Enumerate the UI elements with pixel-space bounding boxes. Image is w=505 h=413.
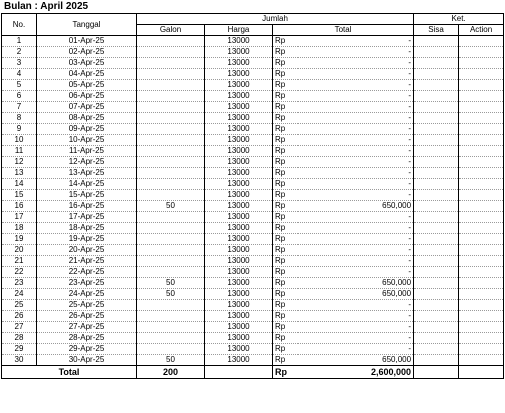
cell-tanggal[interactable]: 04-Apr-25 <box>37 69 137 80</box>
cell-galon[interactable] <box>137 311 205 322</box>
cell-total[interactable]: 650,000 <box>298 355 414 366</box>
cell-sisa[interactable] <box>414 344 459 355</box>
cell-rp[interactable]: Rp <box>273 168 298 179</box>
cell-harga[interactable]: 13000 <box>205 223 273 234</box>
cell-tanggal[interactable]: 06-Apr-25 <box>37 91 137 102</box>
cell-rp[interactable]: Rp <box>273 157 298 168</box>
cell-rp[interactable]: Rp <box>273 190 298 201</box>
cell-harga[interactable]: 13000 <box>205 47 273 58</box>
cell-action[interactable] <box>459 190 504 201</box>
cell-rp[interactable]: Rp <box>273 69 298 80</box>
cell-tanggal[interactable]: 03-Apr-25 <box>37 58 137 69</box>
cell-tanggal[interactable]: 14-Apr-25 <box>37 179 137 190</box>
table-row <box>2 344 504 355</box>
table-row <box>2 267 504 278</box>
cell-harga[interactable]: 13000 <box>205 80 273 91</box>
cell-harga[interactable]: 13000 <box>205 135 273 146</box>
table-row <box>2 47 504 58</box>
cell-rp[interactable]: Rp <box>273 311 298 322</box>
cell-sisa[interactable] <box>414 267 459 278</box>
table-row <box>2 179 504 190</box>
cell-tanggal[interactable]: 25-Apr-25 <box>37 300 137 311</box>
table-row <box>2 355 504 366</box>
cell-no[interactable]: 1 <box>2 36 37 47</box>
cell-harga[interactable]: 13000 <box>205 300 273 311</box>
cell-total[interactable]: 650,000 <box>298 289 414 300</box>
cell-rp[interactable]: Rp <box>273 113 298 124</box>
cell-total[interactable]: - <box>298 124 414 135</box>
cell-tanggal[interactable]: 09-Apr-25 <box>37 124 137 135</box>
footer-galon-sum[interactable]: 200 <box>137 366 205 379</box>
cell-rp[interactable]: Rp <box>273 355 298 366</box>
cell-galon[interactable] <box>137 58 205 69</box>
cell-sisa[interactable] <box>414 355 459 366</box>
cell-no[interactable]: 29 <box>2 344 37 355</box>
cell-tanggal[interactable]: 23-Apr-25 <box>37 278 137 289</box>
cell-total[interactable]: - <box>298 58 414 69</box>
cell-galon[interactable] <box>137 212 205 223</box>
cell-rp[interactable]: Rp <box>273 256 298 267</box>
cell-rp[interactable]: Rp <box>273 135 298 146</box>
cell-no[interactable]: 20 <box>2 245 37 256</box>
cell-tanggal[interactable]: 10-Apr-25 <box>37 135 137 146</box>
cell-sisa[interactable] <box>414 190 459 201</box>
table-row <box>2 102 504 113</box>
cell-galon[interactable] <box>137 333 205 344</box>
cell-no[interactable]: 28 <box>2 333 37 344</box>
cell-harga[interactable]: 13000 <box>205 36 273 47</box>
cell-harga[interactable]: 13000 <box>205 289 273 300</box>
cell-sisa[interactable] <box>414 113 459 124</box>
cell-rp[interactable]: Rp <box>273 322 298 333</box>
cell-rp[interactable]: Rp <box>273 333 298 344</box>
cell-galon[interactable]: 50 <box>137 289 205 300</box>
cell-harga[interactable]: 13000 <box>205 113 273 124</box>
cell-galon[interactable] <box>137 47 205 58</box>
cell-total[interactable]: - <box>298 311 414 322</box>
cell-action[interactable] <box>459 322 504 333</box>
cell-rp[interactable]: Rp <box>273 223 298 234</box>
cell-no[interactable]: 26 <box>2 311 37 322</box>
cell-sisa[interactable] <box>414 146 459 157</box>
table-row <box>2 234 504 245</box>
cell-total[interactable]: - <box>298 256 414 267</box>
header-jumlah[interactable]: Jumlah <box>137 14 414 25</box>
cell-sisa[interactable] <box>414 289 459 300</box>
cell-galon[interactable] <box>137 157 205 168</box>
cell-total[interactable]: - <box>298 212 414 223</box>
cell-total[interactable]: - <box>298 344 414 355</box>
cell-galon[interactable] <box>137 135 205 146</box>
cell-total[interactable]: - <box>298 102 414 113</box>
cell-no[interactable]: 19 <box>2 234 37 245</box>
cell-galon[interactable] <box>137 234 205 245</box>
header-total[interactable]: Total <box>273 25 414 36</box>
cell-tanggal[interactable]: 27-Apr-25 <box>37 322 137 333</box>
cell-total[interactable]: - <box>298 300 414 311</box>
table-row <box>2 168 504 179</box>
table-row <box>2 113 504 124</box>
cell-harga[interactable]: 13000 <box>205 91 273 102</box>
cell-sisa[interactable] <box>414 223 459 234</box>
cell-tanggal[interactable]: 15-Apr-25 <box>37 190 137 201</box>
cell-action[interactable] <box>459 58 504 69</box>
cell-no[interactable]: 21 <box>2 256 37 267</box>
cell-sisa[interactable] <box>414 58 459 69</box>
cell-tanggal[interactable]: 08-Apr-25 <box>37 113 137 124</box>
cell-total[interactable]: - <box>298 69 414 80</box>
cell-tanggal[interactable]: 22-Apr-25 <box>37 267 137 278</box>
cell-action[interactable] <box>459 289 504 300</box>
cell-harga[interactable]: 13000 <box>205 168 273 179</box>
cell-galon[interactable]: 50 <box>137 278 205 289</box>
cell-harga[interactable]: 13000 <box>205 69 273 80</box>
cell-no[interactable]: 13 <box>2 168 37 179</box>
cell-total[interactable]: - <box>298 113 414 124</box>
cell-action[interactable] <box>459 333 504 344</box>
cell-sisa[interactable] <box>414 124 459 135</box>
cell-no[interactable]: 2 <box>2 47 37 58</box>
cell-no[interactable]: 24 <box>2 289 37 300</box>
cell-action[interactable] <box>459 355 504 366</box>
cell-no[interactable]: 11 <box>2 146 37 157</box>
header-sisa[interactable]: Sisa <box>414 25 459 36</box>
cell-harga[interactable]: 13000 <box>205 344 273 355</box>
cell-rp[interactable]: Rp <box>273 344 298 355</box>
cell-tanggal[interactable]: 02-Apr-25 <box>37 47 137 58</box>
cell-action[interactable] <box>459 168 504 179</box>
cell-harga[interactable]: 13000 <box>205 234 273 245</box>
cell-action[interactable] <box>459 135 504 146</box>
cell-rp[interactable]: Rp <box>273 201 298 212</box>
cell-sisa[interactable] <box>414 245 459 256</box>
table-row <box>2 58 504 69</box>
cell-rp[interactable]: Rp <box>273 267 298 278</box>
cell-no[interactable]: 12 <box>2 157 37 168</box>
header-action[interactable]: Action <box>459 25 504 36</box>
cell-sisa[interactable] <box>414 80 459 91</box>
cell-galon[interactable] <box>137 91 205 102</box>
cell-galon[interactable] <box>137 80 205 91</box>
cell-action[interactable] <box>459 179 504 190</box>
cell-tanggal[interactable]: 21-Apr-25 <box>37 256 137 267</box>
cell-no[interactable]: 27 <box>2 322 37 333</box>
cell-action[interactable] <box>459 311 504 322</box>
cell-action[interactable] <box>459 124 504 135</box>
cell-action[interactable] <box>459 157 504 168</box>
cell-galon[interactable] <box>137 113 205 124</box>
cell-harga[interactable]: 13000 <box>205 355 273 366</box>
cell-rp[interactable]: Rp <box>273 124 298 135</box>
cell-sisa[interactable] <box>414 168 459 179</box>
table-row <box>2 245 504 256</box>
cell-action[interactable] <box>459 256 504 267</box>
cell-harga[interactable]: 13000 <box>205 278 273 289</box>
cell-galon[interactable] <box>137 179 205 190</box>
cell-galon[interactable] <box>137 223 205 234</box>
table-row <box>2 80 504 91</box>
table-row <box>2 135 504 146</box>
cell-no[interactable]: 4 <box>2 69 37 80</box>
cell-sisa[interactable] <box>414 333 459 344</box>
cell-total[interactable]: - <box>298 179 414 190</box>
cell-sisa[interactable] <box>414 300 459 311</box>
cell-rp[interactable]: Rp <box>273 212 298 223</box>
cell-action[interactable] <box>459 47 504 58</box>
table-row <box>2 333 504 344</box>
cell-harga[interactable]: 13000 <box>205 267 273 278</box>
cell-sisa[interactable] <box>414 69 459 80</box>
table-row <box>2 36 504 47</box>
table-row <box>2 91 504 102</box>
cell-action[interactable] <box>459 201 504 212</box>
cell-sisa[interactable] <box>414 256 459 267</box>
header-tanggal[interactable]: Tanggal <box>37 14 137 36</box>
cell-total[interactable]: - <box>298 234 414 245</box>
cell-galon[interactable] <box>137 344 205 355</box>
footer-total-sum[interactable]: 2,600,000 <box>298 366 414 379</box>
footer-sisa-cell[interactable] <box>414 366 459 379</box>
cell-no[interactable]: 5 <box>2 80 37 91</box>
cell-rp[interactable]: Rp <box>273 245 298 256</box>
cell-action[interactable] <box>459 91 504 102</box>
cell-sisa[interactable] <box>414 179 459 190</box>
cell-action[interactable] <box>459 300 504 311</box>
cell-action[interactable] <box>459 234 504 245</box>
header-no[interactable]: No. <box>2 14 37 36</box>
cell-galon[interactable] <box>137 36 205 47</box>
cell-harga[interactable]: 13000 <box>205 256 273 267</box>
cell-total[interactable]: - <box>298 135 414 146</box>
cell-no[interactable]: 16 <box>2 201 37 212</box>
table-row <box>2 146 504 157</box>
cell-no[interactable]: 9 <box>2 124 37 135</box>
cell-sisa[interactable] <box>414 322 459 333</box>
footer-row <box>2 366 504 379</box>
cell-tanggal[interactable]: 12-Apr-25 <box>37 157 137 168</box>
table-row <box>2 69 504 80</box>
cell-harga[interactable]: 13000 <box>205 179 273 190</box>
cell-action[interactable] <box>459 212 504 223</box>
cell-tanggal[interactable]: 20-Apr-25 <box>37 245 137 256</box>
cell-galon[interactable] <box>137 146 205 157</box>
cell-no[interactable]: 7 <box>2 102 37 113</box>
cell-total[interactable]: - <box>298 47 414 58</box>
cell-sisa[interactable] <box>414 234 459 245</box>
table-row <box>2 278 504 289</box>
cell-action[interactable] <box>459 223 504 234</box>
cell-no[interactable]: 23 <box>2 278 37 289</box>
cell-no[interactable]: 18 <box>2 223 37 234</box>
table-row <box>2 311 504 322</box>
cell-no[interactable]: 10 <box>2 135 37 146</box>
cell-no[interactable]: 30 <box>2 355 37 366</box>
cell-sisa[interactable] <box>414 135 459 146</box>
table-body <box>2 36 504 366</box>
cell-no[interactable]: 22 <box>2 267 37 278</box>
footer-action-cell[interactable] <box>459 366 504 379</box>
cell-action[interactable] <box>459 146 504 157</box>
cell-no[interactable]: 15 <box>2 190 37 201</box>
cell-total[interactable]: - <box>298 91 414 102</box>
cell-galon[interactable] <box>137 190 205 201</box>
cell-tanggal[interactable]: 24-Apr-25 <box>37 289 137 300</box>
cell-galon[interactable]: 50 <box>137 201 205 212</box>
cell-harga[interactable]: 13000 <box>205 333 273 344</box>
footer-harga-cell[interactable] <box>205 366 273 379</box>
table-row <box>2 124 504 135</box>
data-table <box>1 13 504 379</box>
cell-tanggal[interactable]: 13-Apr-25 <box>37 168 137 179</box>
cell-sisa[interactable] <box>414 47 459 58</box>
cell-sisa[interactable] <box>414 91 459 102</box>
cell-sisa[interactable] <box>414 201 459 212</box>
cell-tanggal[interactable]: 26-Apr-25 <box>37 311 137 322</box>
cell-total[interactable]: - <box>298 36 414 47</box>
cell-tanggal[interactable]: 16-Apr-25 <box>37 201 137 212</box>
footer-total-label[interactable]: Total <box>2 366 137 379</box>
cell-action[interactable] <box>459 80 504 91</box>
cell-rp[interactable]: Rp <box>273 80 298 91</box>
cell-total[interactable]: - <box>298 245 414 256</box>
cell-galon[interactable] <box>137 245 205 256</box>
cell-rp[interactable]: Rp <box>273 289 298 300</box>
cell-no[interactable]: 25 <box>2 300 37 311</box>
table-row <box>2 300 504 311</box>
cell-action[interactable] <box>459 245 504 256</box>
cell-harga[interactable]: 13000 <box>205 322 273 333</box>
cell-tanggal[interactable]: 05-Apr-25 <box>37 80 137 91</box>
cell-tanggal[interactable]: 19-Apr-25 <box>37 234 137 245</box>
sheet-title: Bulan : April 2025 <box>4 1 89 12</box>
cell-tanggal[interactable]: 28-Apr-25 <box>37 333 137 344</box>
cell-total[interactable]: - <box>298 223 414 234</box>
cell-action[interactable] <box>459 102 504 113</box>
cell-total[interactable]: - <box>298 322 414 333</box>
cell-harga[interactable]: 13000 <box>205 157 273 168</box>
table-row <box>2 322 504 333</box>
cell-galon[interactable] <box>137 256 205 267</box>
cell-tanggal[interactable]: 01-Apr-25 <box>37 36 137 47</box>
table-row <box>2 190 504 201</box>
cell-harga[interactable]: 13000 <box>205 102 273 113</box>
cell-rp[interactable]: Rp <box>273 234 298 245</box>
cell-action[interactable] <box>459 113 504 124</box>
cell-harga[interactable]: 13000 <box>205 212 273 223</box>
cell-tanggal[interactable]: 07-Apr-25 <box>37 102 137 113</box>
cell-harga[interactable]: 13000 <box>205 245 273 256</box>
cell-total[interactable]: - <box>298 267 414 278</box>
cell-tanggal[interactable]: 11-Apr-25 <box>37 146 137 157</box>
table-row <box>2 256 504 267</box>
cell-galon[interactable] <box>137 322 205 333</box>
cell-rp[interactable]: Rp <box>273 91 298 102</box>
cell-rp[interactable]: Rp <box>273 300 298 311</box>
table-row <box>2 212 504 223</box>
cell-sisa[interactable] <box>414 278 459 289</box>
cell-total[interactable]: - <box>298 146 414 157</box>
cell-harga[interactable]: 13000 <box>205 124 273 135</box>
cell-action[interactable] <box>459 36 504 47</box>
cell-no[interactable]: 6 <box>2 91 37 102</box>
table-row <box>2 223 504 234</box>
table-row <box>2 289 504 300</box>
cell-galon[interactable] <box>137 124 205 135</box>
cell-action[interactable] <box>459 278 504 289</box>
cell-sisa[interactable] <box>414 311 459 322</box>
cell-rp[interactable]: Rp <box>273 58 298 69</box>
cell-action[interactable] <box>459 344 504 355</box>
cell-rp[interactable]: Rp <box>273 36 298 47</box>
cell-tanggal[interactable]: 17-Apr-25 <box>37 212 137 223</box>
cell-action[interactable] <box>459 69 504 80</box>
cell-action[interactable] <box>459 267 504 278</box>
cell-sisa[interactable] <box>414 212 459 223</box>
cell-harga[interactable]: 13000 <box>205 201 273 212</box>
cell-tanggal[interactable]: 18-Apr-25 <box>37 223 137 234</box>
cell-galon[interactable] <box>137 69 205 80</box>
header-harga[interactable]: Harga <box>205 25 273 36</box>
cell-no[interactable]: 8 <box>2 113 37 124</box>
cell-total[interactable]: - <box>298 333 414 344</box>
table-row <box>2 201 504 212</box>
header-ket[interactable]: Ket. <box>414 14 504 25</box>
cell-total[interactable]: 650,000 <box>298 278 414 289</box>
cell-rp[interactable]: Rp <box>273 179 298 190</box>
footer-rp[interactable]: Rp <box>273 366 298 379</box>
cell-rp[interactable]: Rp <box>273 146 298 157</box>
cell-harga[interactable]: 13000 <box>205 58 273 69</box>
cell-total[interactable]: - <box>298 157 414 168</box>
cell-sisa[interactable] <box>414 102 459 113</box>
table-row <box>2 157 504 168</box>
cell-tanggal[interactable]: 29-Apr-25 <box>37 344 137 355</box>
cell-no[interactable]: 14 <box>2 179 37 190</box>
cell-harga[interactable]: 13000 <box>205 146 273 157</box>
cell-galon[interactable] <box>137 267 205 278</box>
cell-sisa[interactable] <box>414 36 459 47</box>
cell-rp[interactable]: Rp <box>273 278 298 289</box>
cell-total[interactable]: 650,000 <box>298 201 414 212</box>
cell-galon[interactable] <box>137 168 205 179</box>
cell-harga[interactable]: 13000 <box>205 190 273 201</box>
cell-no[interactable]: 17 <box>2 212 37 223</box>
cell-galon[interactable] <box>137 102 205 113</box>
cell-rp[interactable]: Rp <box>273 102 298 113</box>
header-galon[interactable]: Galon <box>137 25 205 36</box>
cell-sisa[interactable] <box>414 157 459 168</box>
header-row-1 <box>2 14 504 25</box>
cell-no[interactable]: 3 <box>2 58 37 69</box>
cell-tanggal[interactable]: 30-Apr-25 <box>37 355 137 366</box>
cell-rp[interactable]: Rp <box>273 47 298 58</box>
cell-total[interactable]: - <box>298 80 414 91</box>
cell-galon[interactable] <box>137 300 205 311</box>
cell-total[interactable]: - <box>298 190 414 201</box>
cell-galon[interactable]: 50 <box>137 355 205 366</box>
cell-total[interactable]: - <box>298 168 414 179</box>
cell-harga[interactable]: 13000 <box>205 311 273 322</box>
